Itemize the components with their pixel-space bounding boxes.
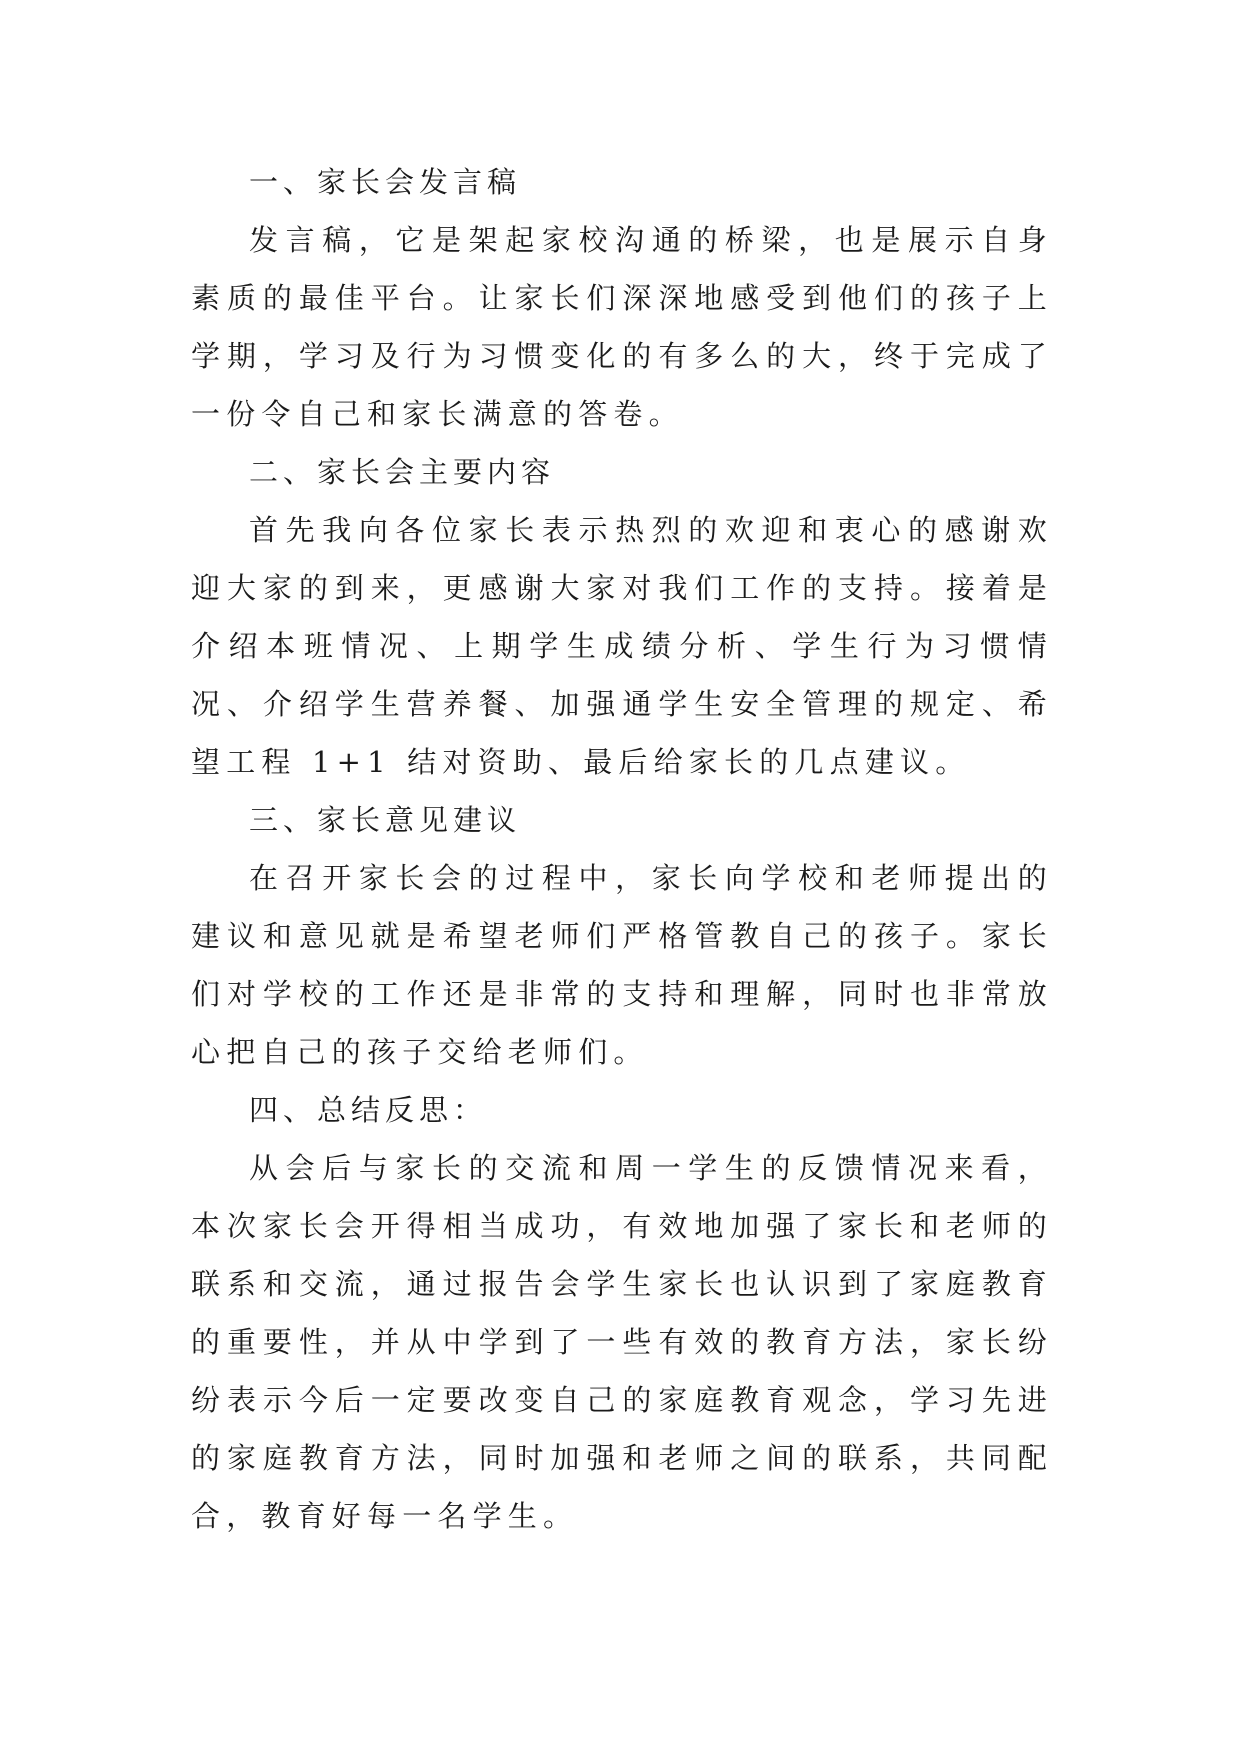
- section-2-paragraph: 首先我向各位家长表示热烈的欢迎和衷心的感谢欢迎大家的到来，更感谢大家对我们工作的支持。接着是介绍本班情况、上期学生成绩分析、学生行为习惯情况、介绍学生营养餐、加强通学生安全管理的规定、希望工程 1+1 结对资助、最后给家长的几点建议。: [191, 513, 1053, 779]
- section-3-paragraph: 在召开家长会的过程中，家长向学校和老师提出的建议和意见就是希望老师们严格管教自己的孩子。家长们对学校的工作还是非常的支持和理解，同时也非常放心把自己的孩子交给老师们。: [191, 861, 1053, 1069]
- section-2-heading: 二、家长会主要内容: [249, 455, 556, 489]
- section-3-heading: 三、家长意见建议: [249, 803, 522, 837]
- document-body: [191, 153, 1053, 1545]
- section-1-paragraph: 发言稿，它是架起家校沟通的桥梁，也是展示自身素质的最佳平台。让家长们深深地感受到他们的孩子上学期，学习及行为习惯变化的有多么的大，终于完成了一份令自己和家长满意的答卷。: [191, 223, 1053, 431]
- section-4-heading: 四、总结反思：: [249, 1093, 488, 1127]
- section-4-paragraph: 从会后与家长的交流和周一学生的反馈情况来看，本次家长会开得相当成功，有效地加强了家长和老师的联系和交流，通过报告会学生家长也认识到了家庭教育的重要性，并从中学到了一些有效的教育方法，家长纷纷表示今后一定要改变自己的家庭教育观念，学习先进的家庭教育方法，同时加强和老师之间的联系，共同配合，教育好每一名学生。: [191, 1151, 1053, 1533]
- section-1-heading: 一、家长会发言稿: [249, 165, 522, 199]
